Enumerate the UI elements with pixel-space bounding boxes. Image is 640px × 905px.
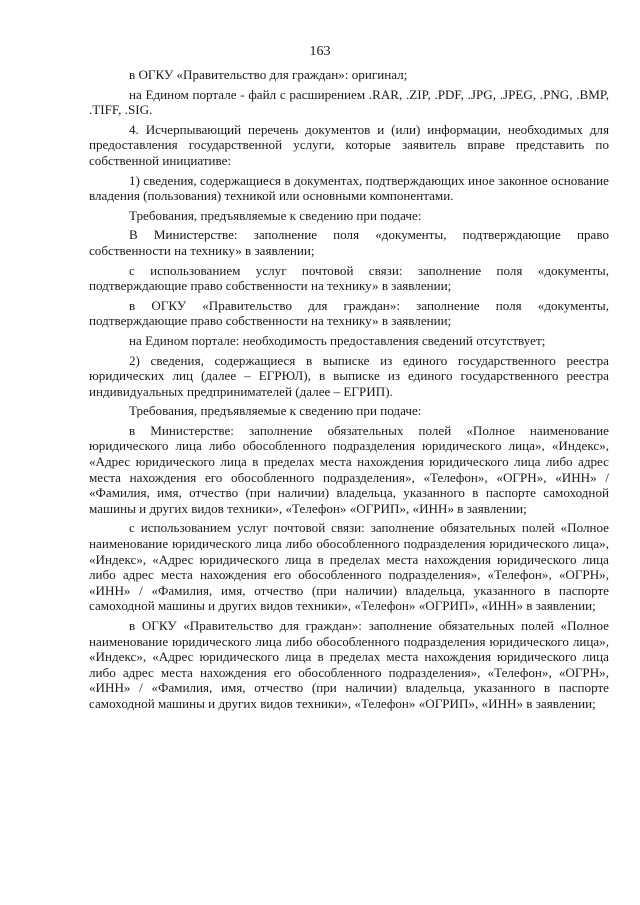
paragraph-section-4-heading: 4. Исчерпывающий перечень документов и (или) информации, необходимых для предоставления государственной услуги, которые заявитель вправе представить по собственной инициативе: — [89, 121, 609, 168]
paragraph-requirements-heading-1: Требования, предъявляемые к сведению при подаче: — [129, 207, 422, 223]
paragraph-item-1-ownership-docs: 1) сведения, содержащиеся в документах, подтверждающих иное законное основание владения (пользования) техникой или основными компонентами. — [89, 172, 609, 204]
paragraph-requirements-heading-2: Требования, предъявляемые к сведению при подаче: — [129, 403, 422, 419]
paragraph-ogku-requirement-1: в ОГКУ «Правительство для граждан»: заполнение поля «документы, подтверждающие право собственности на технику» в заявлении; — [89, 297, 609, 329]
page-number: 163 — [309, 44, 331, 59]
paragraph-portal-file-formats: на Едином портале - файл с расширением .RAR, .ZIP, .PDF, .JPG, .JPEG, .PNG, .BMP, .TIFF, .SIG. — [89, 86, 609, 118]
paragraph-ministry-requirement-2: в Министерстве: заполнение обязательных полей «Полное наименование юридического лица либо обособленного подразделения юридического лица», «Индекс», «Адрес юридического лица в пределах места нахождения юридического лица либо адрес места нахождения его обособленного подразделения», «Телефон», «ОГРН», «ИНН» / «Фамилия, имя, отчество (при наличии) владельца, указанного в паспорте самоходной машины и других видов техники», «Телефон» «ОГРИП», «ИНН» в заявлении; — [89, 422, 609, 516]
paragraph-ogku-requirement-2: в ОГКУ «Правительство для граждан»: заполнение обязательных полей «Полное наименование юридического лица либо обособленного подразделения юридического лица», «Индекс», «Адрес юридического лица в пределах места нахождения юридического лица либо адрес места нахождения его обособленного подразделения», «Телефон», «ОГРН», «ИНН» / «Фамилия, имя, отчество (при наличии) владельца, указанного в паспорте самоходной машины и других видов техники», «Телефон» «ОГРИП», «ИНН» в заявлении; — [89, 618, 609, 711]
document-body — [89, 67, 609, 712]
paragraph-ministry-requirement-1: В Министерстве: заполнение поля «документы, подтверждающие право собственности на технику» в заявлении; — [89, 227, 609, 258]
paragraph-postal-requirement-1: с использованием услуг почтовой связи: заполнение поля «документы, подтверждающие право собственности на технику» в заявлении; — [89, 262, 609, 294]
paragraph-item-2-egrul-egrip: 2) сведения, содержащиеся в выписке из единого государственного реестра юридических лиц (далее – ЕГРЮЛ), в выписке из единого государственного реестра индивидуальных предпринимателей (далее – ЕГРИП). — [89, 352, 609, 399]
paragraph-original-ogku: в ОГКУ «Правительство для граждан»: оригинал; — [129, 67, 408, 82]
paragraph-postal-requirement-2: с использованием услуг почтовой связи: заполнение обязательных полей «Полное наименование юридического лица либо обособленного подразделения юридического лица», «Индекс», «Адрес юридического лица в пределах места нахождения юридического лица либо адрес места нахождения его обособленного подразделения», «Телефон», «ОГРН», «ИНН» / «Фамилия, имя, отчество (при наличии) владельца, указанного в паспорте самоходной машины и других видов техники», «Телефон» «ОГРИП», «ИНН» в заявлении; — [89, 520, 609, 614]
paragraph-portal-requirement-1: на Едином портале: необходимость предоставления сведений отсутствует; — [129, 332, 546, 348]
